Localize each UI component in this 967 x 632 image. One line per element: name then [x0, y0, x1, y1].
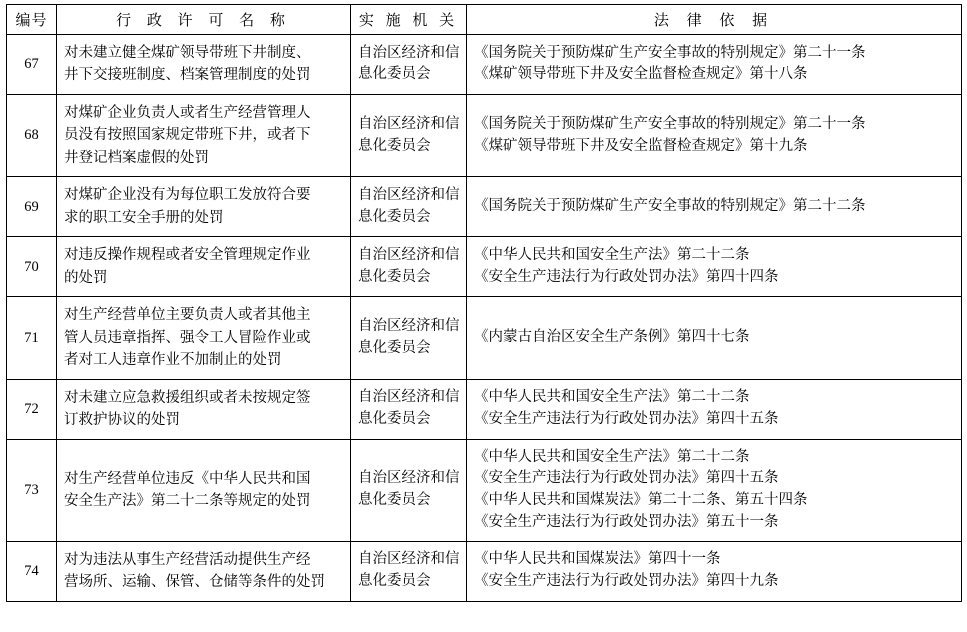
organization-line: 自治区经济和信: [358, 187, 460, 204]
cell-legal-basis: [467, 177, 962, 237]
table-row: [7, 35, 962, 95]
cell-permit-name: [57, 379, 351, 439]
cell-number: 68: [7, 94, 57, 176]
cell-number: 70: [7, 237, 57, 297]
cell-number: 72: [7, 379, 57, 439]
cell-permit-name: [57, 177, 351, 237]
organization-line: 自治区经济和信: [358, 318, 460, 335]
organization-line: 息化委员会: [358, 66, 431, 83]
cell-permit-name: [57, 297, 351, 379]
organization-line: 自治区经济和信: [358, 115, 460, 132]
legal-basis-line: 《内蒙古自治区安全生产条例》第四十七条: [474, 329, 750, 346]
organization-line: 自治区经济和信: [358, 247, 460, 263]
table-row: [7, 379, 962, 439]
table-row: [7, 177, 962, 237]
cell-legal-basis: [467, 439, 962, 541]
cell-permit-name: [57, 94, 351, 176]
cell-organization: [351, 379, 467, 439]
cell-organization: [351, 237, 467, 297]
table-row: [7, 541, 962, 601]
cell-legal-basis: [467, 541, 962, 601]
permit-name-line: 营场所、运输、保管、仓储等条件的处罚: [64, 574, 325, 591]
organization-line: 息化委员会: [358, 411, 431, 428]
permit-name-line: 者对工人违章作业不加制止的处罚: [64, 352, 282, 369]
organization-line: 自治区经济和信: [358, 389, 460, 406]
legal-basis-line: 《中华人民共和国煤炭法》第二十二条、第五十四条: [474, 492, 808, 509]
legal-basis-line: 《中华人民共和国煤炭法》第四十一条: [474, 551, 721, 568]
organization-line: 息化委员会: [358, 137, 431, 154]
permit-name-line: 井下交接班制度、档案管理制度的处罚: [64, 67, 311, 84]
table-row: [7, 297, 962, 379]
cell-legal-basis: [467, 379, 962, 439]
column-header-legal-basis: 法 律 依 据: [467, 5, 962, 35]
table-row: [7, 237, 962, 297]
legal-basis-line: 《安全生产违法行为行政处罚办法》第四十五条: [474, 470, 779, 487]
permit-name-line: 对煤矿企业没有为每位职工发放符合要: [64, 187, 311, 204]
legal-basis-line: 《中华人民共和国安全生产法》第二十二条: [474, 247, 750, 263]
legal-basis-line: 《安全生产违法行为行政处罚办法》第四十九条: [474, 573, 779, 590]
cell-organization: [351, 439, 467, 541]
table-header: [7, 5, 962, 35]
cell-number: 69: [7, 177, 57, 237]
legal-basis-line: 《国务院关于预防煤矿生产安全事故的特别规定》第二十一条: [474, 115, 866, 132]
permit-name-line: 求的职工安全手册的处罚: [64, 209, 224, 226]
table-body: [7, 35, 962, 602]
organization-line: 息化委员会: [358, 573, 431, 590]
permit-name-line: 对生产经营单位违反《中华人民共和国: [64, 470, 311, 487]
cell-legal-basis: [467, 94, 962, 176]
organization-line: 息化委员会: [358, 208, 431, 225]
administrative-permit-table: [6, 4, 962, 602]
permit-name-line: 井登记档案虚假的处罚: [64, 149, 209, 166]
permit-name-line: 对为违法从事生产经营活动提供生产经: [64, 551, 311, 568]
column-header-permit-name: 行 政 许 可 名 称: [57, 5, 351, 35]
organization-line: 息化委员会: [358, 268, 431, 285]
cell-organization: [351, 297, 467, 379]
cell-permit-name: [57, 541, 351, 601]
organization-line: 息化委员会: [358, 339, 431, 356]
table-row: [7, 94, 962, 176]
organization-line: 息化委员会: [358, 492, 431, 509]
permit-name-line: 对未建立应急救援组织或者未按规定签: [64, 389, 311, 406]
legal-basis-line: 《煤矿领导带班下井及安全监督检查规定》第十八条: [474, 66, 808, 83]
permit-name-line: 的处罚: [64, 269, 108, 286]
cell-legal-basis: [467, 35, 962, 95]
cell-permit-name: [57, 237, 351, 297]
legal-basis-line: 《中华人民共和国安全生产法》第二十二条: [474, 448, 750, 465]
legal-basis-line: 《煤矿领导带班下井及安全监督检查规定》第十九条: [474, 137, 808, 154]
cell-organization: [351, 94, 467, 176]
permit-name-line: 对未建立健全煤矿领导带班下井制度、: [64, 45, 311, 61]
table-header-row: [7, 5, 962, 35]
legal-basis-line: 《安全生产违法行为行政处罚办法》第四十五条: [474, 411, 779, 428]
cell-number: 71: [7, 297, 57, 379]
permit-name-line: 管人员违章指挥、强令工人冒险作业或: [64, 329, 311, 346]
legal-basis-line: 《中华人民共和国安全生产法》第二十二条: [474, 389, 750, 406]
cell-organization: [351, 35, 467, 95]
permit-name-line: 员没有按照国家规定带班下井，或者下: [64, 127, 311, 144]
column-header-number: 编号: [7, 5, 57, 35]
legal-basis-line: 《国务院关于预防煤矿生产安全事故的特别规定》第二十二条: [474, 197, 866, 214]
cell-legal-basis: [467, 297, 962, 379]
cell-permit-name: [57, 439, 351, 541]
legal-basis-line: 《国务院关于预防煤矿生产安全事故的特别规定》第二十一条: [474, 44, 866, 61]
legal-basis-line: 《安全生产违法行为行政处罚办法》第五十一条: [474, 513, 779, 530]
organization-line: 自治区经济和信: [358, 44, 460, 61]
cell-number: 74: [7, 541, 57, 601]
permit-name-line: 安全生产法》第二十二条等规定的处罚: [64, 493, 311, 510]
table-row: [7, 439, 962, 541]
permit-name-line: 对违反操作规程或者安全管理规定作业: [64, 247, 311, 264]
cell-number: 73: [7, 439, 57, 541]
organization-line: 自治区经济和信: [358, 551, 460, 568]
column-header-organization: 实 施 机 关: [351, 5, 467, 35]
legal-basis-line: 《安全生产违法行为行政处罚办法》第四十四条: [474, 268, 779, 285]
cell-organization: [351, 177, 467, 237]
organization-line: 自治区经济和信: [358, 470, 460, 487]
cell-legal-basis: [467, 237, 962, 297]
permit-name-line: 对生产经营单位主要负责人或者其他主: [64, 307, 311, 324]
cell-number: 67: [7, 35, 57, 95]
cell-permit-name: [57, 35, 351, 95]
cell-organization: [351, 541, 467, 601]
permit-name-line: 对煤矿企业负责人或者生产经营管理人: [64, 104, 311, 121]
permit-name-line: 订救护协议的处罚: [64, 412, 180, 429]
